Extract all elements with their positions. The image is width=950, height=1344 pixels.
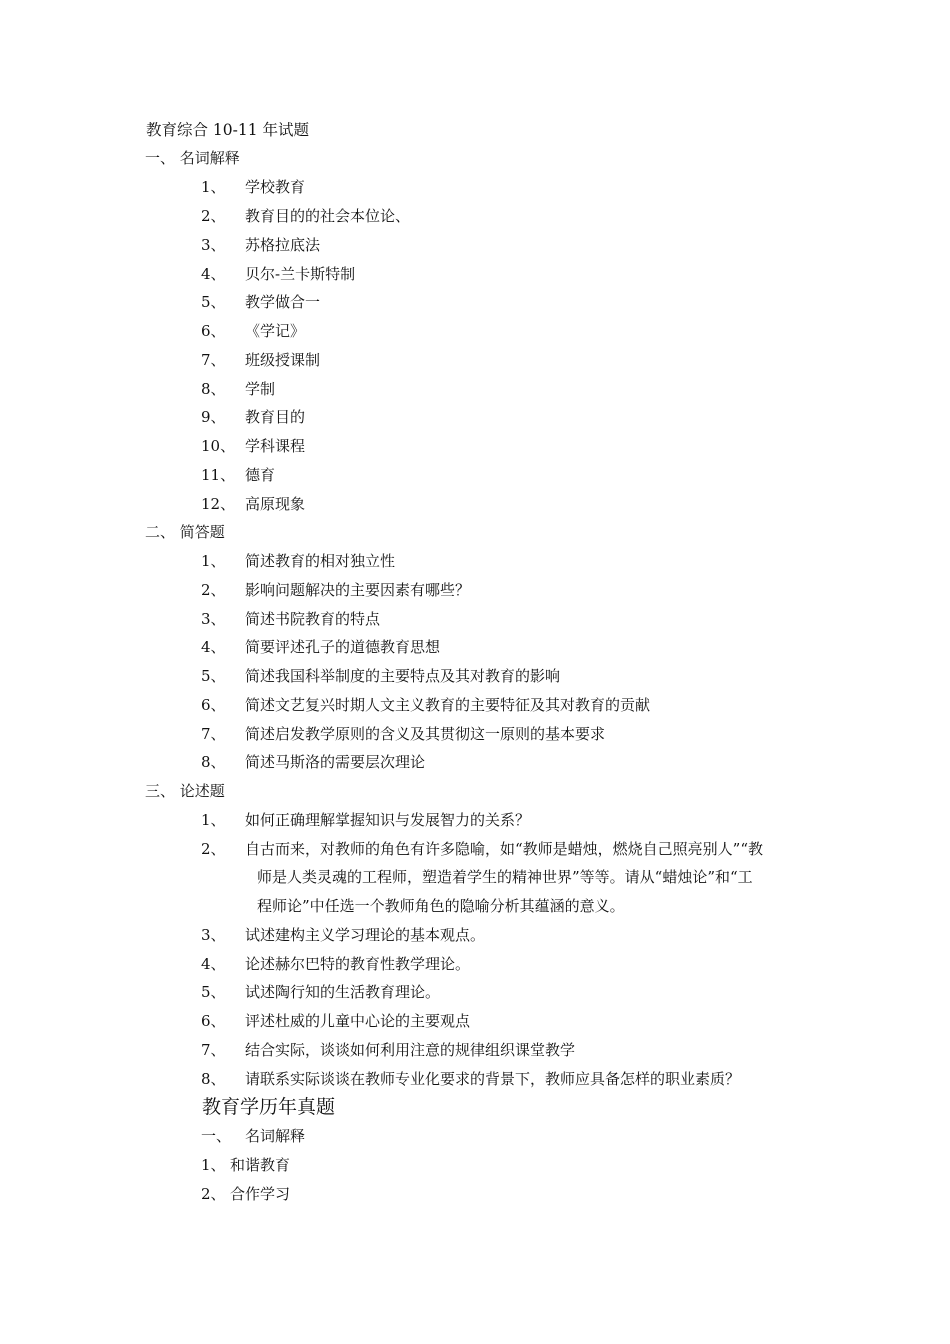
document-title: 教育综合 10-11 年试题 <box>146 121 310 139</box>
list-item-text: 高原现象 <box>245 495 306 513</box>
list-item-number: 1、 <box>201 552 226 570</box>
list-item-text: 影响问题解决的主要因素有哪些？ <box>245 581 471 599</box>
list-item-number: 7、 <box>201 725 226 743</box>
list-item-text: 《学记》 <box>245 322 306 340</box>
list-item-number: 12、 <box>201 495 236 513</box>
list-item-number: 3、 <box>201 236 226 254</box>
second-document-title: 教育学历年真题 <box>202 1096 336 1118</box>
list-item-number: 5、 <box>201 983 226 1001</box>
list-item-text: 教学做合一 <box>245 293 321 311</box>
list-item-number: 2、 <box>201 1185 226 1203</box>
list-item-text: 学制 <box>245 380 276 398</box>
list-item-number: 4、 <box>201 638 226 656</box>
list-item-text: 论述赫尔巴特的教育性教学理论。 <box>245 955 471 973</box>
list-item-number: 6、 <box>201 322 226 340</box>
section-heading-short-answer: 二、 简答题 <box>145 523 225 541</box>
list-item-number: 4、 <box>201 955 226 973</box>
list-item-text: 简述教育的相对独立性 <box>245 552 396 570</box>
list-item-text: 如何正确理解掌握知识与发展智力的关系？ <box>245 811 531 829</box>
list-item-number: 1、 <box>201 178 226 196</box>
list-item-number: 1、 <box>201 811 226 829</box>
list-item-text: 教育目的 <box>245 408 306 426</box>
list-item-text: 和谐教育 <box>230 1156 291 1174</box>
list-item-number: 2、 <box>201 207 226 225</box>
list-item-number: 6、 <box>201 1012 226 1030</box>
list-item-text: 简述我国科举制度的主要特点及其对教育的影响 <box>245 667 561 685</box>
list-item-text: 简述启发教学原则的含义及其贯彻这一原则的基本要求 <box>245 725 606 743</box>
list-item-number: 8、 <box>201 1070 226 1088</box>
list-item-number: 10、 <box>201 437 236 455</box>
list-item-text-continued: 师是人类灵魂的工程师，塑造着学生的精神世界”等等。请从“蜡烛论”和“工 <box>257 868 753 886</box>
list-item-number: 5、 <box>201 293 226 311</box>
list-item-text: 合作学习 <box>230 1185 291 1203</box>
list-item-text: 请联系实际谈谈在教师专业化要求的背景下，教师应具备怎样的职业素质？ <box>245 1070 741 1088</box>
list-item-text: 贝尔-兰卡斯特制 <box>245 265 356 283</box>
list-item-text: 结合实际，谈谈如何利用注意的规律组织课堂教学 <box>245 1041 576 1059</box>
list-item-text: 简述书院教育的特点 <box>245 610 381 628</box>
list-item-number: 3、 <box>201 610 226 628</box>
list-item-text: 德育 <box>245 466 276 484</box>
section-heading-terms-2: 名词解释 <box>245 1127 306 1145</box>
section-heading-terms: 一、 名词解释 <box>145 149 240 167</box>
list-item-text: 苏格拉底法 <box>245 236 321 254</box>
list-item-text: 试述建构主义学习理论的基本观点。 <box>245 926 486 944</box>
list-item-number: 8、 <box>201 753 226 771</box>
list-item-text: 自古而来，对教师的角色有许多隐喻，如“教师是蜡烛，燃烧自己照亮别人”“教 <box>245 840 764 858</box>
list-item-number: 7、 <box>201 1041 226 1059</box>
list-item-text: 教育目的的社会本位论、 <box>245 207 411 225</box>
list-item-number: 6、 <box>201 696 226 714</box>
list-item-number: 3、 <box>201 926 226 944</box>
list-item-text: 学校教育 <box>245 178 306 196</box>
list-item-text: 评述杜威的儿童中心论的主要观点 <box>245 1012 471 1030</box>
list-item-number: 2、 <box>201 840 226 858</box>
section-number: 一、 <box>201 1127 232 1145</box>
list-item-number: 7、 <box>201 351 226 369</box>
list-item-text: 简述文艺复兴时期人文主义教育的主要特征及其对教育的贡献 <box>245 696 651 714</box>
list-item-number: 8、 <box>201 380 226 398</box>
list-item-number: 1、 <box>201 1156 226 1174</box>
list-item-text: 简要评述孔子的道德教育思想 <box>245 638 441 656</box>
list-item-text: 试述陶行知的生活教育理论。 <box>245 983 441 1001</box>
list-item-number: 5、 <box>201 667 226 685</box>
list-item-text: 简述马斯洛的需要层次理论 <box>245 753 426 771</box>
list-item-text: 学科课程 <box>245 437 306 455</box>
list-item-number: 11、 <box>201 466 236 484</box>
list-item-number: 9、 <box>201 408 226 426</box>
section-heading-essay: 三、 论述题 <box>145 782 225 800</box>
list-item-text-continued: 程师论”中任选一个教师角色的隐喻分析其蕴涵的意义。 <box>257 897 625 915</box>
list-item-number: 4、 <box>201 265 226 283</box>
list-item-text: 班级授课制 <box>245 351 321 369</box>
list-item-number: 2、 <box>201 581 226 599</box>
